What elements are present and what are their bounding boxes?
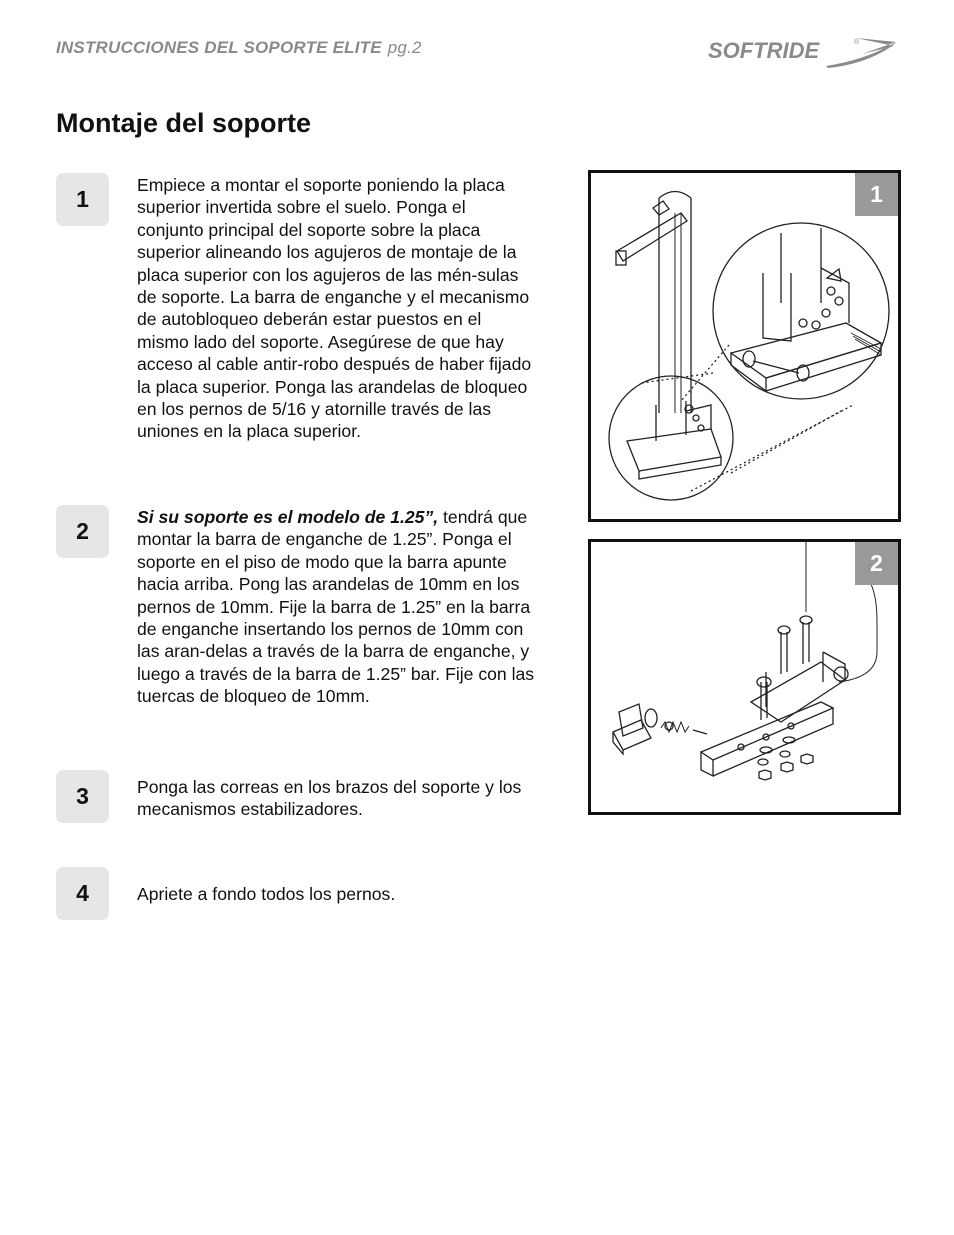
step-4-badge: 4 xyxy=(56,867,109,920)
step-1-badge: 1 xyxy=(56,173,109,226)
figure-1-illustration xyxy=(591,173,898,519)
document-title: INSTRUCCIONES DEL SOPORTE ELITE xyxy=(56,38,382,57)
step-2-lead: Si su soporte es el modelo de 1.25”, xyxy=(137,507,439,527)
registered-mark: ® xyxy=(854,39,860,46)
page-number: pg.2 xyxy=(387,38,422,57)
step-1-text: Empiece a montar el soporte poniendo la placa superior invertida sobre el suelo. Ponga el conjunto principal del soporte sobre la placa superior alineando los agujeros de montaje de la placa superior con los agujeros de las mén-sulas de soporte. La barra de enganche y el mecanismo de autobloqueo deberán estar puestos en el mismo lado del soporte. Asegúrese de que hay acceso al cable antir-robo después de haber fijado la placa superior. Ponga las arandelas de bloqueo en los pernos de 5/16 y atornille través de las uniones en la placa superior. xyxy=(137,175,532,442)
step-2-badge: 2 xyxy=(56,505,109,558)
figure-1-number: 1 xyxy=(855,173,898,216)
figure-2 xyxy=(588,539,901,815)
document-header xyxy=(56,38,422,58)
step-2-text: Si su soporte es el modelo de 1.25”, tendrá que montar la barra de enganche de 1.25”. Ponga el soporte en el piso de modo que la barra apunte hacia arriba. Pong las arandelas de 10mm en los pernos de 10mm. Fije la barra de 1.25” en la barra de enganche insertando los pernos de 10mm con las aran-delas a través de la barra de enganche, y luego a través de la barra de 1.25” bar. Fije con las tuercas de bloqueo de 10mm. xyxy=(137,507,535,707)
step-3-text: Ponga las correas en los brazos del soporte y los mecanismos estabilizadores. xyxy=(137,777,522,820)
step-3-badge: 3 xyxy=(56,770,109,823)
step-4-text: Apriete a fondo todos los pernos. xyxy=(137,884,396,904)
figure-1 xyxy=(588,170,901,522)
page-title: Montaje del soporte xyxy=(56,108,312,138)
softride-logo xyxy=(706,32,898,72)
figure-2-number: 2 xyxy=(855,542,898,585)
figure-2-illustration xyxy=(591,542,898,812)
brand-name: SOFTRIDE xyxy=(708,38,820,63)
